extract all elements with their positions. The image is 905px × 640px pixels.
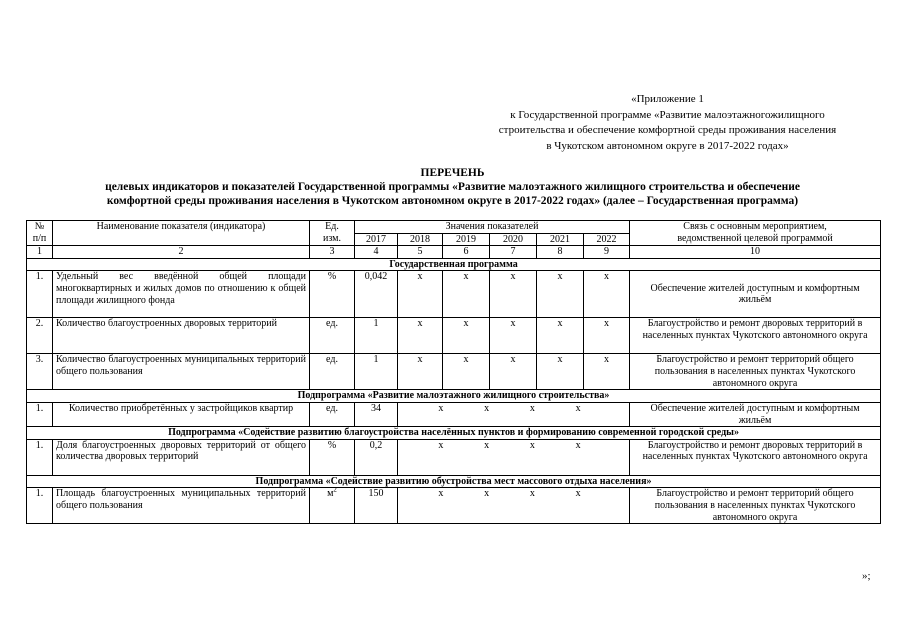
row-value: 1 [355, 318, 398, 354]
row-link: Обеспечение жителей доступным и комфортным жильём [630, 271, 881, 318]
row-value: 1 [355, 354, 398, 390]
row-value: х [443, 271, 490, 318]
column-number: 7 [490, 246, 537, 259]
row-link: Благоустройство и ремонт территорий общего пользования в населенных пунктах Чукотского автономного округа [630, 488, 881, 524]
indicators-table [26, 220, 881, 524]
row-value: х [490, 271, 537, 318]
row-value: х [398, 354, 443, 390]
row-value: х [584, 354, 630, 390]
header-link: Связь с основным мероприятием, ведомственной целевой программой [630, 221, 881, 246]
header-name: Наименование показателя (индикатора) [53, 221, 310, 246]
row-value: х [398, 318, 443, 354]
row-name: Удельный вес введённой общей площади многоквартирных и жилых домов по отношению к общей площади жилищного фонда [53, 271, 310, 318]
header-year: 2018 [398, 233, 443, 246]
row-value: х [584, 271, 630, 318]
title-line: комфортной среды проживания населения в Чукотском автономном округе в 2017-2022 годах» (далее – Государственная программа) [106, 195, 799, 207]
row-num: 1. [27, 402, 53, 426]
row-value: х [484, 439, 490, 451]
row-value: х [490, 354, 537, 390]
appendix-line: «Приложение 1 [631, 93, 704, 105]
row-unit: ед. [310, 354, 355, 390]
header-unit: Ед. изм. [310, 221, 355, 246]
section-title: Государственная программа [27, 258, 881, 271]
column-number: 2 [53, 246, 310, 259]
row-link: Благоустройство и ремонт территорий общего пользования в населенных пунктах Чукотского автономного округа [630, 354, 881, 390]
row-value: 34 [355, 402, 398, 426]
column-number: 8 [537, 246, 584, 259]
row-link: Благоустройство и ремонт дворовых территорий в населенных пунктах Чукотского автономного округа [630, 318, 881, 354]
table-row [27, 354, 881, 390]
row-value: 0,042 [355, 271, 398, 318]
row-unit: % [310, 271, 355, 318]
row-value: 0,2 [355, 439, 398, 475]
section-row [27, 475, 881, 488]
header-year: 2017 [355, 233, 398, 246]
column-number: 1 [27, 246, 53, 259]
section-row [27, 427, 881, 440]
section-title: Подпрограмма «Развитие малоэтажного жилищного строительства» [27, 390, 881, 403]
appendix-line: к Государственной программе «Развитие малоэтажногожилищного [510, 108, 825, 121]
title-heading: ПЕРЕЧЕНЬ [420, 167, 485, 179]
table-row [27, 318, 881, 354]
header-year: 2019 [443, 233, 490, 246]
document-title [0, 166, 905, 208]
header-num: № п/п [27, 221, 53, 246]
section-title: Подпрограмма «Содействие развитию обустройства мест массового отдыха населения» [27, 475, 881, 488]
row-value: х [584, 318, 630, 354]
title-line: целевых индикаторов и показателей Государственной программы «Развитие малоэтажного жилищного строительства и обеспечение [105, 181, 800, 193]
row-name: Количество приобретённых у застройщиков квартир [53, 402, 310, 426]
section-row [27, 258, 881, 271]
row-value: 150 [355, 488, 398, 524]
row-value: х [529, 402, 535, 414]
appendix-line: в Чукотском автономном округе в 2017-2022 годах» [546, 139, 789, 152]
row-value: х [438, 488, 444, 500]
row-value: х [443, 354, 490, 390]
row-name: Количество благоустроенных дворовых территорий [53, 318, 310, 354]
row-name: Количество благоустроенных муниципальных территорий общего пользования [53, 354, 310, 390]
row-num: 1. [27, 488, 53, 524]
column-number: 10 [630, 246, 881, 259]
column-number: 6 [443, 246, 490, 259]
table-row [27, 439, 881, 475]
appendix-line: строительства и обеспечение комфортной среды проживания населения [498, 124, 837, 136]
column-number-row [27, 246, 881, 259]
row-link: Благоустройство и ремонт дворовых территорий в населенных пунктах Чукотского автономного округа [630, 439, 881, 475]
header-year: 2022 [584, 233, 630, 246]
row-unit: ед. [310, 318, 355, 354]
header-year: 2020 [490, 233, 537, 246]
column-number: 5 [398, 246, 443, 259]
row-value: х [443, 318, 490, 354]
closing-quote: »; [862, 570, 871, 582]
row-num: 1. [27, 439, 53, 475]
row-value: х [575, 488, 581, 500]
row-num: 2. [27, 318, 53, 354]
row-link: Обеспечение жителей доступным и комфортным жильём [630, 402, 881, 426]
column-number: 4 [355, 246, 398, 259]
table-row [27, 488, 881, 524]
row-name: Доля благоустроенных дворовых территорий от общего количества дворовых территорий [53, 439, 310, 475]
row-value: х [537, 271, 584, 318]
section-row [27, 390, 881, 403]
row-unit: $м^2$ [310, 488, 355, 524]
row-value: х [529, 439, 535, 451]
column-number: 3 [310, 246, 355, 259]
row-values-merged [398, 439, 630, 475]
row-unit: % [310, 439, 355, 475]
row-value: х [575, 402, 581, 414]
row-values-merged [398, 488, 630, 524]
row-value: х [398, 271, 443, 318]
row-value: х [484, 488, 490, 500]
header-values-group: Значения показателей [355, 221, 630, 234]
table-row [27, 402, 881, 426]
row-values-merged [398, 402, 630, 426]
table-row [27, 271, 881, 318]
row-unit: ед. [310, 402, 355, 426]
appendix-block [440, 92, 895, 154]
header-year: 2021 [537, 233, 584, 246]
row-value: х [438, 402, 444, 414]
row-value: х [537, 354, 584, 390]
section-title: Подпрограмма «Содействие развитию благоустройства населённых пунктов и формированию современной городской среды» [27, 427, 881, 440]
row-num: 3. [27, 354, 53, 390]
row-value: х [537, 318, 584, 354]
row-name: Площадь благоустроенных муниципальных территорий общего пользования [53, 488, 310, 524]
column-number: 9 [584, 246, 630, 259]
row-num: 1. [27, 271, 53, 318]
row-value: х [529, 488, 535, 500]
row-value: х [490, 318, 537, 354]
row-value: х [484, 402, 490, 414]
header-row [27, 221, 881, 234]
row-value: х [575, 439, 581, 451]
row-value: х [438, 439, 444, 451]
